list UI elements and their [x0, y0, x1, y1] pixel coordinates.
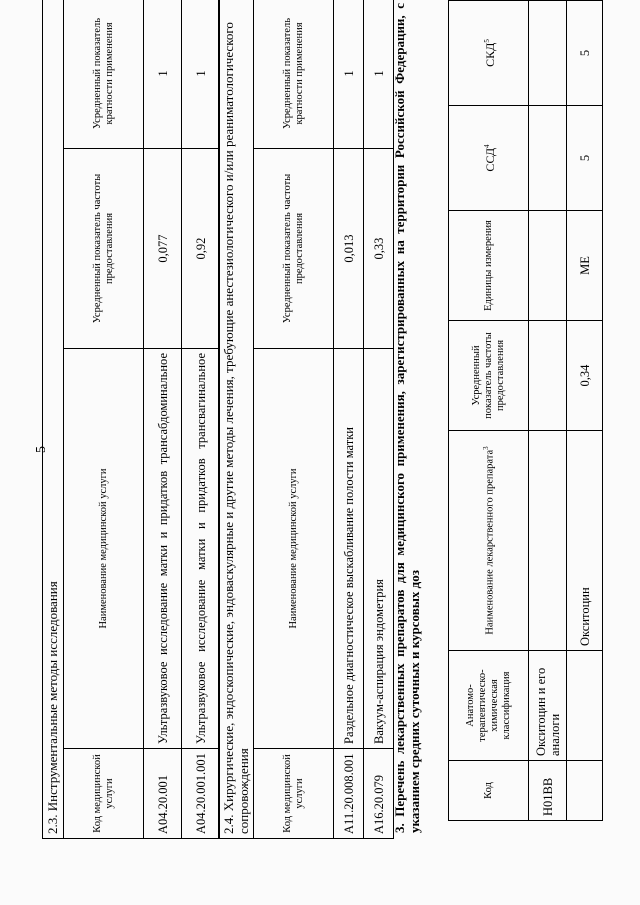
header-frequency: Усредненный показатель частоты предоставления: [64, 149, 144, 349]
header-skd: СКД$^5$: [449, 1, 529, 106]
table-instrumental-methods: [42, 0, 220, 839]
service-name: Ультразвуковое исследование матки и придатков трансабдоминальное: [144, 349, 182, 749]
header-multiplicity: Усредненный показатель кратности применения: [254, 0, 334, 149]
unit-value: [529, 211, 567, 321]
section-3-title: 3. Перечень лекарственных препаратов для медицинского применения, зарегистрированных на территории Российской Федерации, с указанием средних суточных и курсовых доз: [392, 3, 422, 833]
table-surgical-methods: [218, 0, 394, 839]
service-name: Раздельное диагностическое выскабливание полости матки: [334, 349, 364, 749]
table-row: [334, 0, 364, 839]
skd-value: 5: [567, 1, 603, 106]
atc-name: Окситоцин и его аналоги: [529, 651, 567, 761]
header-frequency: Усредненный показатель частоты предоставления: [449, 321, 529, 431]
header-name: Наименование медицинской услуги: [254, 349, 334, 749]
section-title: 2.4. Хирургические, эндоскопические, эндоваскулярные и другие методы лечения, требующие анестезиологического и/или реаниматологического сопровождения: [219, 0, 254, 839]
service-name: Вакуум-аспирация эндометрия: [364, 349, 394, 749]
header-frequency: Усредненный показатель частоты предоставления: [254, 149, 334, 349]
service-code: A04.20.001.001: [182, 749, 220, 839]
header-code: Код медицинской услуги: [254, 749, 334, 839]
service-code: A16.20.079: [364, 749, 394, 839]
header-drug-name: Наименование лекарственного препарата$^3$: [449, 431, 529, 651]
table-drugs: [448, 0, 603, 821]
frequency-value: 0,92: [182, 149, 220, 349]
atc-name: [567, 651, 603, 761]
header-ssd: ССД$^4$: [449, 106, 529, 211]
header-multiplicity: Усредненный показатель кратности применения: [64, 0, 144, 149]
page-number: 5: [34, 446, 49, 453]
drug-name: [529, 431, 567, 651]
table-row: [182, 0, 220, 839]
multiplicity-value: 1: [144, 0, 182, 149]
table-row: [364, 0, 394, 839]
header-name: Наименование медицинской услуги: [64, 349, 144, 749]
header-code: Код медицинской услуги: [64, 749, 144, 839]
atc-code: H01BB: [529, 761, 567, 821]
header-code: Код: [449, 761, 529, 821]
table-row: [144, 0, 182, 839]
service-code: A11.20.008.001: [334, 749, 364, 839]
section-title: 2.3. Инструментальные методы исследования: [43, 0, 64, 839]
multiplicity-value: 1: [182, 0, 220, 149]
frequency-value: 0,33: [364, 149, 394, 349]
frequency-value: 0,077: [144, 149, 182, 349]
header-atc: Анатомо-терапевтическо-химическая классификация: [449, 651, 529, 761]
multiplicity-value: 1: [364, 0, 394, 149]
frequency-value: [529, 321, 567, 431]
table-row: [567, 1, 603, 821]
skd-value: [529, 1, 567, 106]
header-unit: Единицы измерения: [449, 211, 529, 321]
multiplicity-value: 1: [334, 0, 364, 149]
unit-value: МЕ: [567, 211, 603, 321]
atc-code: [567, 761, 603, 821]
frequency-value: 0,013: [334, 149, 364, 349]
service-name: Ультразвуковое исследование матки и придатков трансвагинальное: [182, 349, 220, 749]
service-code: A04.20.001: [144, 749, 182, 839]
ssd-value: [529, 106, 567, 211]
frequency-value: 0,34: [567, 321, 603, 431]
ssd-value: 5: [567, 106, 603, 211]
drug-name: Окситоцин: [567, 431, 603, 651]
table-row: [529, 1, 567, 821]
